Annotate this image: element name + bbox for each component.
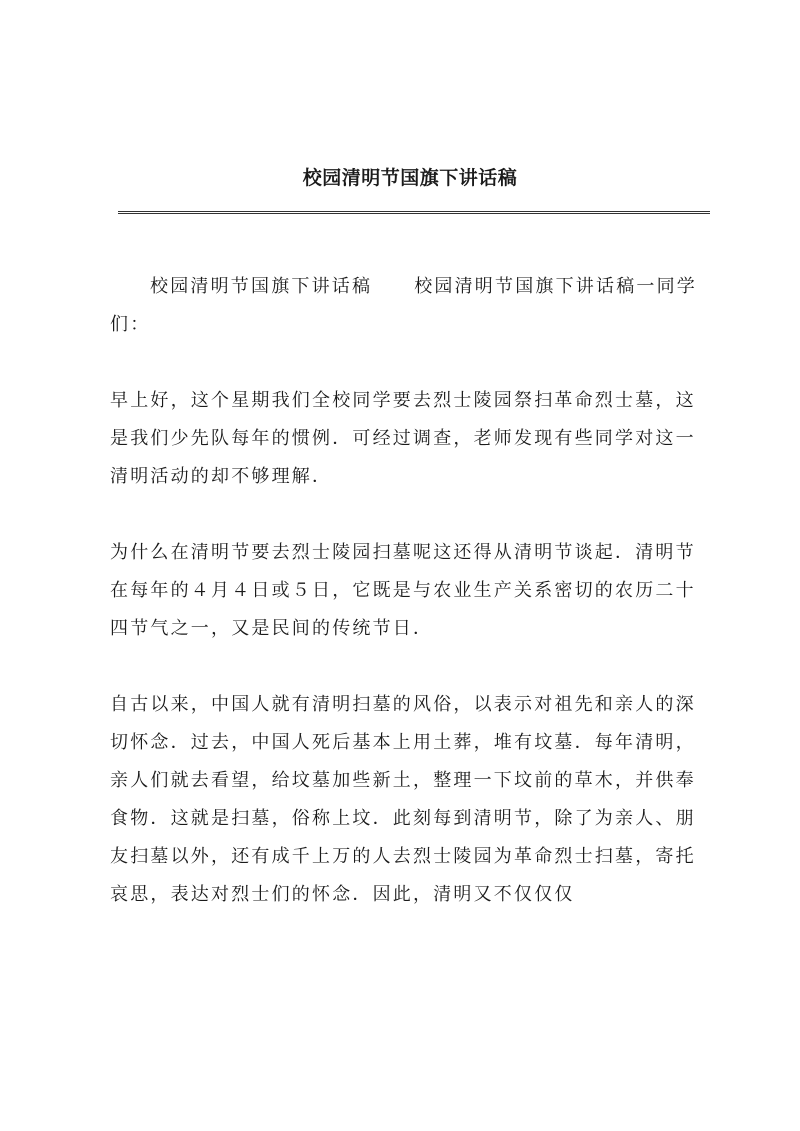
paragraph-3: 自古以来，中国人就有清明扫墓的风俗，以表示对祖先和亲人的深切怀念．过去，中国人死后基本上用土葬，堆有坟墓．每年清明，亲人们就去看望，给坟墓加些新土，整理一下坟前的草木，并供奉食物．这就是扫墓，俗称上坟．此刻每到清明节，除了为亲人、朋友扫墓以外，还有成千上万的人去烈士陵园为革命烈士扫墓，寄托哀思，表达对烈士们的怀念．因此，清明又不仅仅仅	[110, 694, 696, 905]
title-divider	[118, 211, 710, 214]
paragraph-2: 为什么在清明节要去烈士陵园扫墓呢这还得从清明节谈起．清明节在每年的４月４日或５日，它既是与农业生产关系密切的农历二十四节气之一，又是民间的传统节日．	[110, 542, 696, 639]
paragraph-1: 早上好，这个星期我们全校同学要去烈士陵园祭扫革命烈士墓，这是我们少先队每年的惯例．可经过调查，老师发现有些同学对这一清明活动的却不够理解．	[110, 390, 696, 487]
document-body	[110, 268, 710, 952]
intro-heading: 校园清明节国旗下讲话稿	[150, 276, 373, 297]
intro-paragraph	[110, 268, 710, 344]
intro-subheading: 校园清明节国旗下讲话稿一	[414, 276, 657, 297]
document-title: 校园清明节国旗下讲话稿	[302, 167, 518, 189]
salutation: 同学们：	[110, 276, 698, 335]
